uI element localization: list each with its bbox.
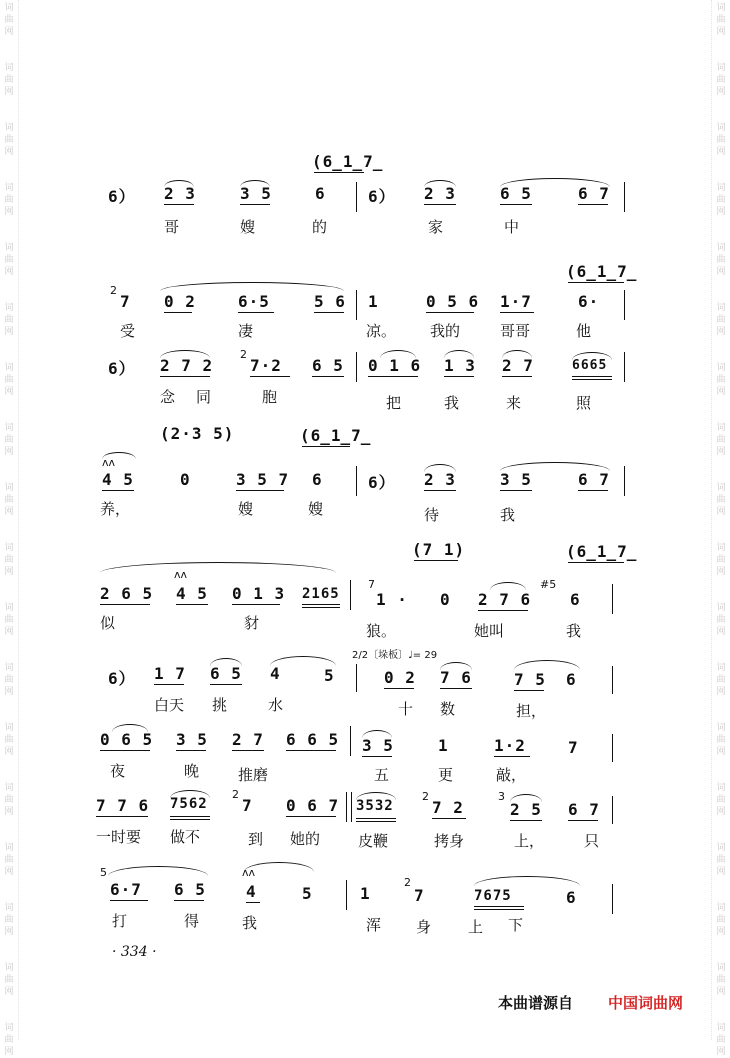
note: 2 7 — [502, 356, 534, 375]
barline — [612, 796, 613, 824]
barline — [356, 466, 357, 496]
watermark-text: 词 曲 网 — [4, 783, 14, 817]
barline — [356, 182, 357, 212]
barline — [612, 884, 613, 914]
note: 7675 — [474, 888, 512, 904]
note: 5 6 — [314, 292, 346, 311]
barline — [612, 584, 613, 614]
note: 0 1 6 — [368, 356, 422, 375]
watermark-text: 词 曲 网 — [716, 843, 726, 877]
grace-notes: (6̲1̲7̲ — [566, 262, 638, 281]
barline — [356, 352, 357, 382]
note: 0 2 — [384, 668, 416, 687]
note: 2 3 — [164, 184, 196, 203]
watermark-text: 词 曲 网 — [4, 483, 14, 517]
note: 6） — [368, 187, 396, 206]
grace-notes: (6̲1̲7̲ — [300, 426, 372, 445]
note: 6·7 — [110, 880, 142, 899]
note: 7 — [120, 292, 131, 311]
note: 1 — [360, 884, 371, 903]
source-label: 本曲谱源自 — [498, 994, 574, 1012]
barline — [612, 734, 613, 762]
barline — [624, 466, 625, 496]
note: 6 7 — [578, 184, 610, 203]
note: 2 5 — [510, 800, 542, 819]
note: 7 — [568, 738, 579, 757]
watermark-text: 词 曲 网 — [716, 183, 726, 217]
watermark-text: 词 曲 网 — [4, 243, 14, 277]
note: 7 7 6 — [96, 796, 150, 815]
note: 7 5 — [514, 670, 546, 689]
note: 2165 — [302, 586, 340, 602]
grace-notes: (7 1) — [412, 540, 466, 559]
note: 7·2 — [250, 356, 282, 375]
watermark-text: 词 曲 网 — [4, 63, 14, 97]
note: 7 — [242, 796, 253, 815]
note: 4 5 — [176, 584, 208, 603]
note: 0 — [440, 590, 451, 609]
note: 7 2 — [432, 798, 464, 817]
grace-notes: (6̲1̲7̲ — [566, 542, 638, 561]
note: 6 — [570, 590, 581, 609]
note: 3532 — [356, 798, 394, 814]
note: 0 6 5 — [100, 730, 154, 749]
note: 0 5 6 — [426, 292, 480, 311]
watermark-text: 词 曲 网 — [716, 3, 726, 37]
note: 6665 — [572, 358, 608, 373]
watermark-text: 词 曲 网 — [4, 183, 14, 217]
note: 2 7 2 — [160, 356, 214, 375]
note: 1 3 — [444, 356, 476, 375]
note: 0 6 7 — [286, 796, 340, 815]
note: 6 — [566, 670, 577, 689]
note: 7 6 — [440, 668, 472, 687]
double-barline — [346, 792, 352, 822]
watermark-text: 词 曲 网 — [4, 963, 14, 997]
note: 6· — [578, 292, 600, 311]
note: 6 6 5 — [286, 730, 340, 749]
grace-notes: (2·3 5) — [160, 424, 235, 443]
note: 6 5 — [312, 356, 344, 375]
watermark-text: 词 曲 网 — [4, 903, 14, 937]
watermark-text: 词 曲 网 — [716, 543, 726, 577]
note: 6） — [108, 187, 136, 206]
watermark-text: 词 曲 网 — [716, 903, 726, 937]
note: 2 3 — [424, 470, 456, 489]
note: 5 — [302, 884, 313, 903]
note: 7 — [414, 886, 425, 905]
barline — [346, 880, 347, 910]
watermark-text: 词 曲 网 — [4, 843, 14, 877]
note: 5 — [324, 666, 335, 685]
barline — [624, 182, 625, 212]
note: 1·7 — [500, 292, 532, 311]
tempo-marking: 2/2〔垛板〕♩= 29 — [352, 650, 438, 661]
watermark-text: 词 曲 网 — [716, 603, 726, 637]
watermark-text: 词 曲 网 — [716, 1023, 726, 1057]
note: 7562 — [170, 796, 208, 812]
note: 4 — [246, 882, 257, 901]
watermark-text: 词 曲 网 — [716, 123, 726, 157]
note: 1·2 — [494, 736, 526, 755]
grace-notes: (6̲1̲7̲ — [312, 152, 384, 171]
note: 1 — [438, 736, 449, 755]
note: 2 7 6 — [478, 590, 532, 609]
watermark-text: 词 曲 网 — [4, 603, 14, 637]
note: 3 5 — [240, 184, 272, 203]
watermark-text: 词 曲 网 — [716, 363, 726, 397]
note: 6 7 — [578, 470, 610, 489]
note: 1 — [368, 292, 379, 311]
note: 0 2 — [164, 292, 196, 311]
watermark-text: 词 曲 网 — [716, 243, 726, 277]
watermark-text: 词 曲 网 — [716, 303, 726, 337]
note: 6） — [108, 669, 136, 688]
note: 1 7 — [154, 664, 186, 683]
watermark-text: 词 曲 网 — [4, 123, 14, 157]
note: 3 5 — [176, 730, 208, 749]
barline — [624, 352, 625, 382]
note: 6 5 — [210, 664, 242, 683]
note: 6 7 — [568, 800, 600, 819]
watermark-text: 词 曲 网 — [4, 303, 14, 337]
note: 1 · — [376, 590, 408, 609]
note: 6） — [368, 473, 396, 492]
barline — [356, 290, 357, 320]
watermark-text: 词 曲 网 — [716, 483, 726, 517]
note: 2 3 — [424, 184, 456, 203]
note: 0 1 3 — [232, 584, 286, 603]
watermark-text: 词 曲 网 — [716, 723, 726, 757]
note: 6） — [108, 359, 136, 378]
watermark-text: 词 曲 网 — [4, 663, 14, 697]
note: 6·5 — [238, 292, 270, 311]
note: 6 5 — [500, 184, 532, 203]
watermark-text: 词 曲 网 — [4, 543, 14, 577]
note: 4 — [270, 664, 281, 683]
barline — [350, 726, 351, 756]
note: 6 — [566, 888, 577, 907]
barline — [612, 666, 613, 694]
watermark-text: 词 曲 网 — [4, 423, 14, 457]
watermark-text: 词 曲 网 — [716, 663, 726, 697]
note: 6 — [315, 184, 326, 203]
brand-link[interactable]: 中国词曲网 — [608, 994, 684, 1012]
watermark-text: 词 曲 网 — [4, 363, 14, 397]
note: 6 — [312, 470, 323, 489]
note: 6 5 — [174, 880, 206, 899]
watermark-text: 词 曲 网 — [716, 63, 726, 97]
barline — [356, 664, 357, 692]
barline — [350, 580, 351, 610]
watermark-text: 词 曲 网 — [4, 3, 14, 37]
page-number: · 334 · — [112, 944, 157, 960]
note: 0 — [180, 470, 191, 489]
watermark-text: 词 曲 网 — [716, 423, 726, 457]
watermark-text: 词 曲 网 — [716, 783, 726, 817]
barline — [624, 290, 625, 320]
watermark-text: 词 曲 网 — [4, 723, 14, 757]
note: 4 5 — [102, 470, 134, 489]
note: 3 5 — [500, 470, 532, 489]
watermark-text: 词 曲 网 — [4, 1023, 14, 1057]
note: 3 5 — [362, 736, 394, 755]
note: 2 7 — [232, 730, 264, 749]
watermark-text: 词 曲 网 — [716, 963, 726, 997]
note: 2 6 5 — [100, 584, 154, 603]
score-sheet: (6̲1̲7̲ 6） 2 3 3 5 6 6） 2 3 6 5 6 7 哥 嫂 的 家 中 (6̲1̲7̲ 2 7 0 2 6·5 5 6 1 0 5 6 1·7 6· 受 凄 凉。 我的 哥哥 他 6） 2 7 2 2 7·2 6 5 0 1 6 1 3 2 7 6665 念 同 胞 把 我 来 照 (2·3 5) (6̲1̲7̲ ʌʌ 4 5 0 3 5 7 6 6） 2 3 3 5 6 7 养， 嫂 嫂 待 我 (7 1) (6̲1̲7̲ ʌʌ 2 6 5 4 5 0 1 3 2165 7 1 · 0 2 7 6 #5 6 似 豺 狼。 她叫 我 2/2〔垛板〕♩= 29 6） 1 7 6 5 4 5 0 2 7 6 7 5 6 白天 挑 水 十 数 担， 0 6 5 3 5 2 7 6 6 5 3 5 1 1·2 7 夜 晚 推磨 五 更 敲， 7 7 6 7562 2 7 0 6 7 3532 2 7 2 3 2 5 6 7 一时要 做不 到 她的 皮鞭 拷身 上， 只 5 6·7 6 5 ʌʌ 4 5 1 2 7 7675 6 打 得 我 浑 身 上 下 · 334 · 本曲谱源自 中国词曲网 — [96, 152, 684, 1012]
note: 3 5 7 — [236, 470, 290, 489]
